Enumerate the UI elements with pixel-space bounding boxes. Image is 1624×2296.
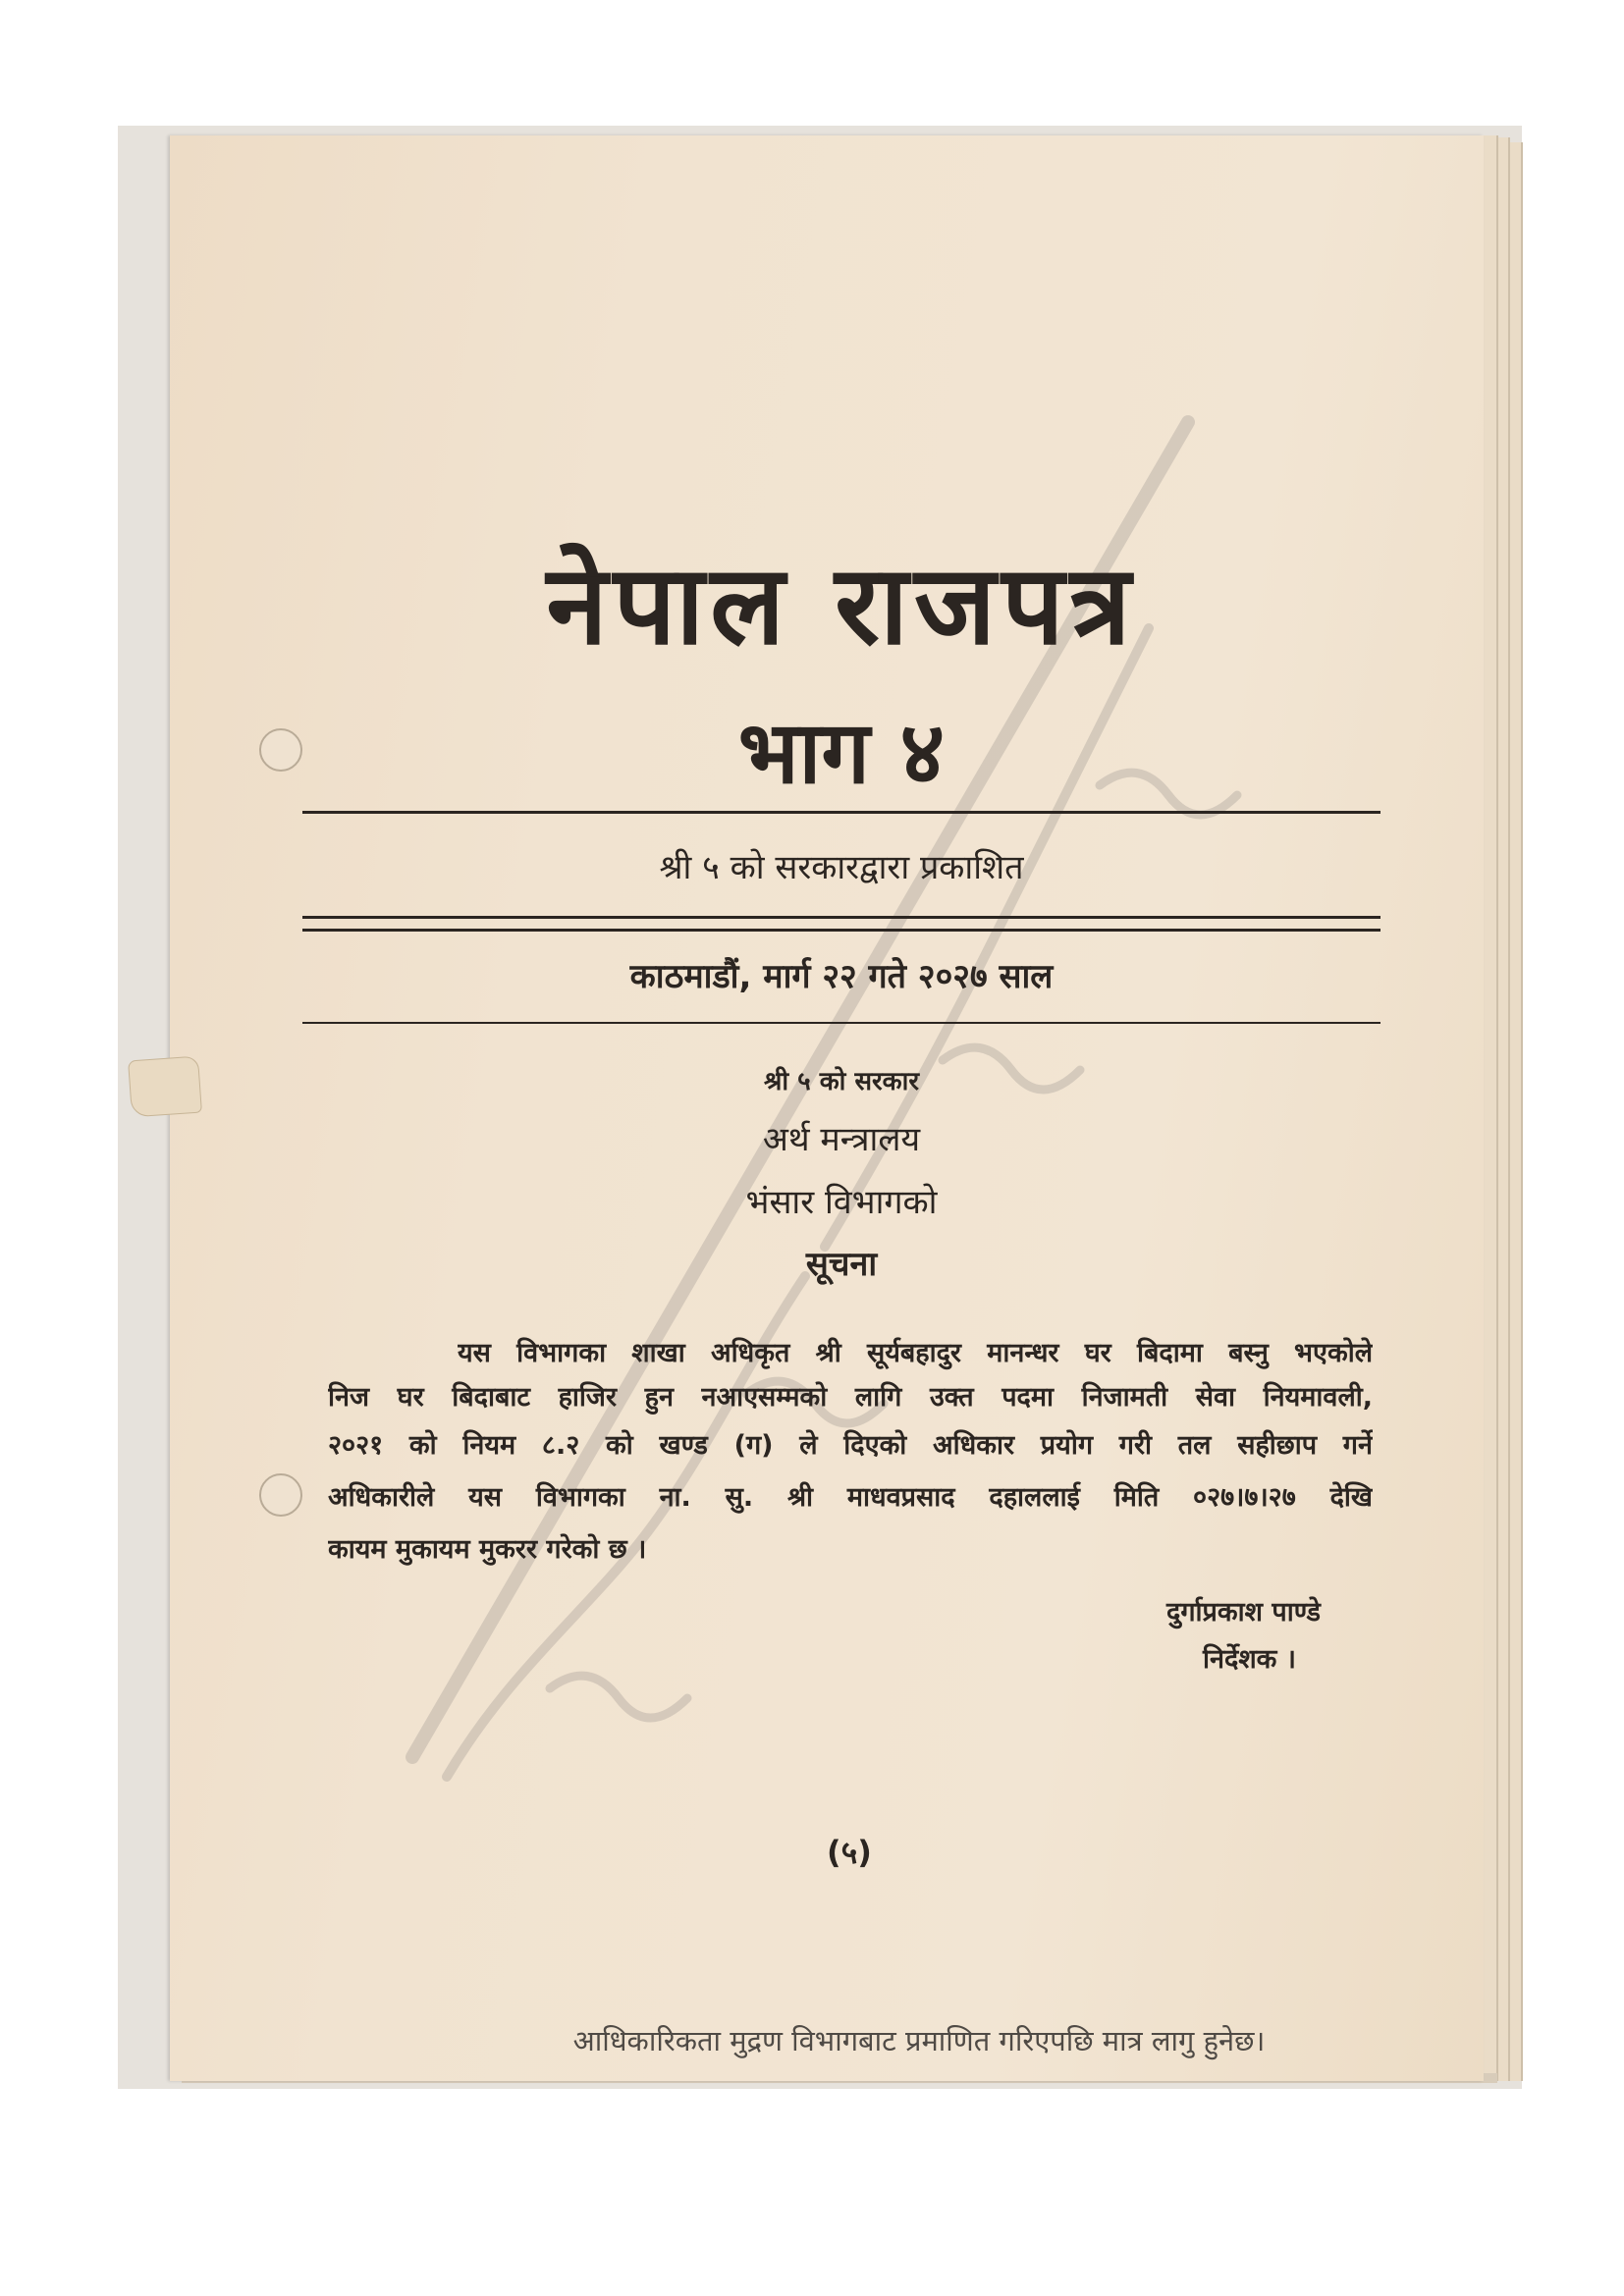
- signatory-name: दुर्गाप्रकाश पाण्डे: [1166, 1597, 1321, 1628]
- notice-body-line: कायम मुकायम मुकरर गरेको छ ।: [328, 1534, 647, 1565]
- notice-body-line: अधिकारीले यस विभागका ना. सु. श्री माधवप्रसाद दहाललाई मिति ०२७।७।२७ देखि: [328, 1482, 1373, 1513]
- signatory-designation: निर्देशक ।: [1203, 1644, 1297, 1675]
- page-number: (५): [827, 1834, 872, 1871]
- divider: [302, 929, 1380, 932]
- divider: [302, 916, 1380, 919]
- dateline: काठमाडौं, मार्ग २२ गते २०२७ साल: [629, 957, 1054, 996]
- notice-issuer: श्री ५ को सरकार: [763, 1067, 920, 1096]
- authenticity-footer: आधिकारिकता मुद्रण विभागबाट प्रमाणित गरिएपछि मात्र लागु हुनेछ।: [572, 2024, 1266, 2057]
- gazette-part: भाग ४: [737, 702, 946, 803]
- notice-body-line: निज घर बिदाबाट हाजिर हुन नआएसम्मको लागि उक्त पदमा निजामती सेवा नियमावली,: [328, 1382, 1373, 1413]
- notice-heading: सूचना: [805, 1245, 878, 1284]
- divider: [302, 811, 1380, 814]
- divider: [302, 1022, 1380, 1024]
- publisher-line: श्री ५ को सरकारद्वारा प्रकाशित: [659, 848, 1024, 887]
- gazette-title: नेपाल राजपत्र: [546, 542, 1137, 669]
- notice-body-line: यस विभागका शाखा अधिकृत श्री सूर्यबहादुर मानन्धर घर बिदामा बस्नु भएकोले: [458, 1338, 1373, 1368]
- notice-department: भंसार विभागको: [745, 1183, 938, 1222]
- notice-body-line: २०२१ को नियम ८.२ को खण्ड (ग) ले दिएको अधिकार प्रयोग गरी तल सहीछाप गर्ने: [328, 1430, 1373, 1461]
- notice-ministry: अर्थ मन्त्रालय: [762, 1120, 921, 1159]
